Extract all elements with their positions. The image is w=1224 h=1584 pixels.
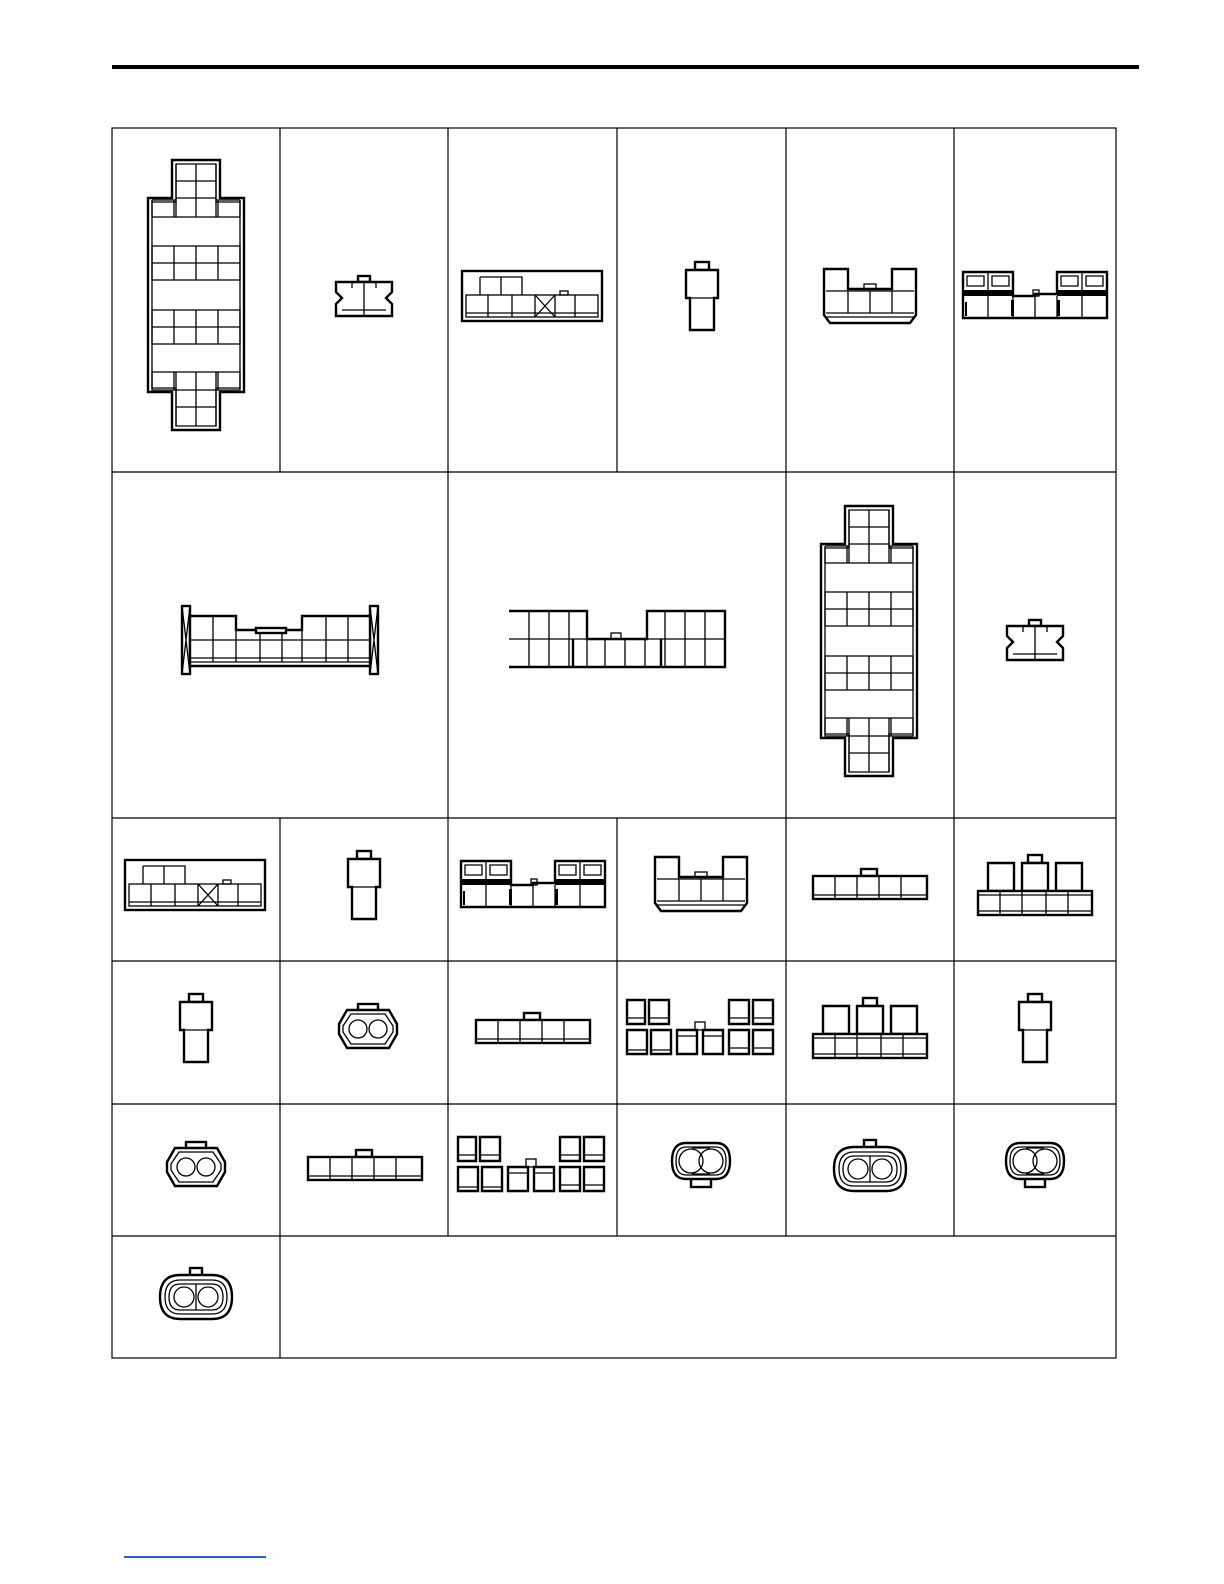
connector-r1c1 [148, 160, 244, 430]
connector-r2c3 [821, 506, 917, 776]
connector-r3c2 [348, 851, 380, 919]
connector-r5c2 [308, 1150, 422, 1180]
connector-r4c4 [627, 1000, 773, 1054]
connector-r4c1 [180, 994, 212, 1062]
connector-r1c2 [336, 276, 392, 316]
connector-r4c6 [1019, 994, 1051, 1062]
footer-link-underline[interactable] [124, 1556, 266, 1558]
connector-r5c5 [834, 1140, 906, 1191]
connector-r5c4 [672, 1143, 730, 1187]
connector-r1c4 [686, 262, 718, 330]
connector-r1c6 [963, 272, 1107, 318]
connector-r5c3 [458, 1137, 604, 1191]
connector-r3c3 [461, 861, 605, 907]
connector-r2c2 [509, 611, 725, 667]
connector-r2c1 [182, 606, 378, 674]
connector-r4c3 [476, 1013, 590, 1043]
connector-r5c6 [1006, 1143, 1064, 1187]
connector-r2c4 [1007, 620, 1063, 660]
connector-r5c1 [167, 1142, 225, 1186]
connector-r3c4 [655, 857, 747, 911]
connector-r3c6 [978, 855, 1092, 915]
connector-r1c5 [824, 269, 916, 323]
connector-r4c2 [339, 1004, 397, 1048]
connector-r3c1 [125, 860, 265, 910]
connector-r6c1 [160, 1268, 232, 1319]
connector-r1c3 [462, 271, 602, 321]
connector-r4c5 [813, 998, 927, 1058]
connector-r3c5 [813, 869, 927, 899]
